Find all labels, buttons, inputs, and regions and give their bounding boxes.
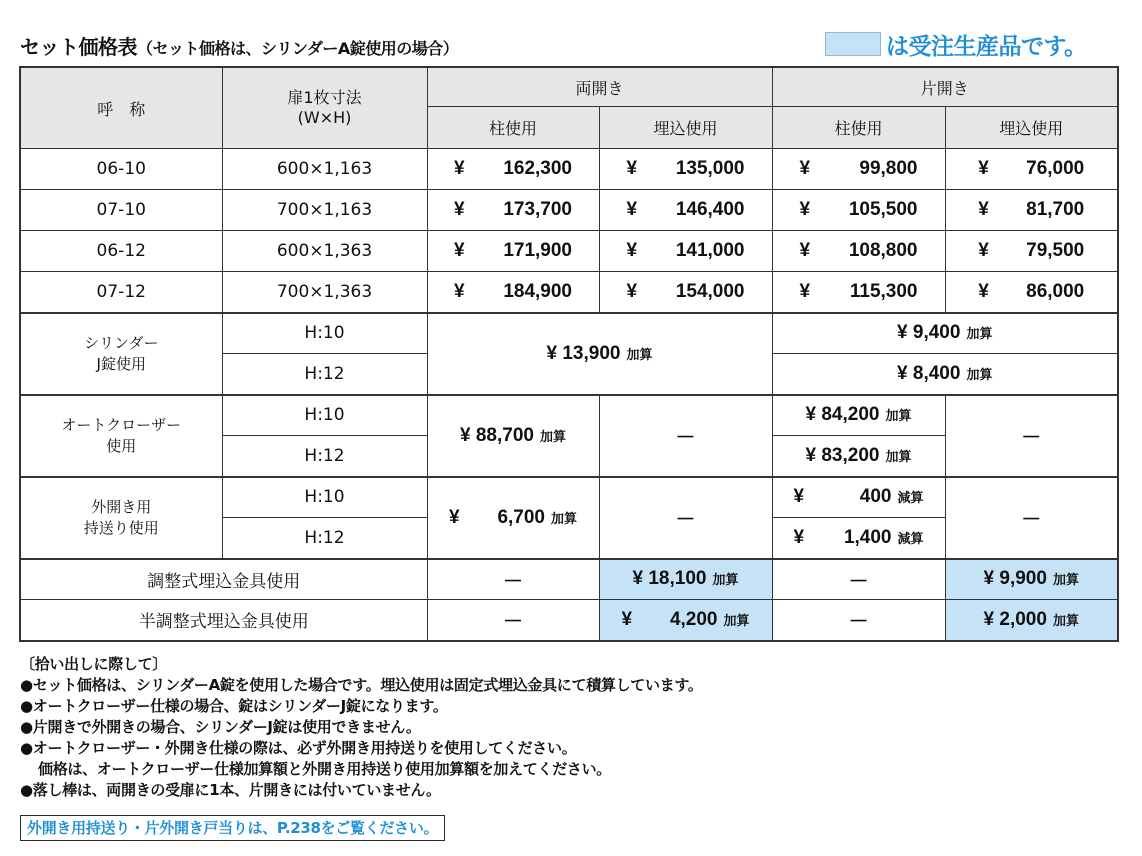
legend-text: は受注生産品です。	[886, 34, 1087, 60]
option-label-adjust: 調整式埋込金具使用	[20, 559, 427, 600]
model-name: 06-12	[20, 231, 222, 272]
price-cell: ¥ 86,000	[945, 272, 1118, 313]
dash-cell: －	[599, 395, 772, 477]
header-single-post: 柱使用	[772, 107, 945, 149]
table-row	[20, 231, 1118, 272]
option-price-cell: ¥ 88,700 加算	[427, 395, 599, 477]
reference-note: 外開き用持送り・片外開き戸当りは、P.238をご覧ください。	[20, 815, 445, 841]
option-label-semi-adjust: 半調整式埋込金具使用	[20, 600, 427, 641]
option-price-cell: ¥ 13,900 加算	[427, 313, 772, 395]
option-row-semi-adjust	[20, 600, 1118, 641]
note-item: 価格は、オートクローザー仕様加算額と外開き用持送り使用加算額を加えてください。	[38, 760, 612, 778]
option-price-cell: ¥ 400 減算	[772, 477, 945, 518]
height-h12: H:12	[222, 518, 427, 559]
option-price-cell-custom: ¥ 4,200 加算	[599, 600, 772, 641]
price-cell: ¥ 184,900	[427, 272, 599, 313]
option-price-cell-custom: ¥ 9,900 加算	[945, 559, 1118, 600]
table-row	[20, 272, 1118, 313]
note-item: ●落し棒は、両開きの受扉に1本、片開きには付いていません。	[20, 781, 441, 799]
option-row-cylinder	[20, 313, 1118, 354]
price-cell: ¥ 76,000	[945, 149, 1118, 190]
price-cell: ¥ 81,700	[945, 190, 1118, 231]
price-cell: ¥ 105,500	[772, 190, 945, 231]
dash-cell: －	[772, 600, 945, 641]
price-cell: ¥ 162,300	[427, 149, 599, 190]
dash-cell: －	[427, 559, 599, 600]
option-price-cell: ¥ 8,400 加算	[772, 354, 1118, 395]
option-row-outward	[20, 477, 1118, 518]
door-size: 600×1,363	[222, 231, 427, 272]
price-cell: ¥ 79,500	[945, 231, 1118, 272]
dash-cell: －	[945, 477, 1118, 559]
header-size: 扉1枚寸法 (W×H)	[222, 67, 427, 149]
header-single: 片開き	[772, 67, 1118, 107]
option-row-closer	[20, 395, 1118, 436]
option-row-adjust	[20, 559, 1118, 600]
header-double-post: 柱使用	[427, 107, 599, 149]
page-subtitle: （セット価格は、シリンダーA錠使用の場合）	[137, 39, 459, 58]
legend-swatch	[825, 32, 881, 56]
dash-cell: －	[599, 477, 772, 559]
title-row	[20, 31, 1120, 61]
page-title: セット価格表（セット価格は、シリンダーA錠使用の場合）	[20, 35, 459, 59]
door-size: 700×1,363	[222, 272, 427, 313]
height-h12: H:12	[222, 436, 427, 477]
dash-cell: －	[945, 395, 1118, 477]
height-h10: H:10	[222, 395, 427, 436]
model-name: 06-10	[20, 149, 222, 190]
notes-heading: 〔拾い出しに際して〕	[20, 655, 168, 673]
option-label-cylinder: シリンダー J錠使用	[20, 313, 222, 395]
option-price-cell: ¥ 1,400 減算	[772, 518, 945, 559]
price-cell: ¥ 146,400	[599, 190, 772, 231]
price-cell: ¥ 154,000	[599, 272, 772, 313]
option-price-cell: ¥ 84,200 加算	[772, 395, 945, 436]
price-cell: ¥ 99,800	[772, 149, 945, 190]
header-single-embed: 埋込使用	[945, 107, 1118, 149]
model-name: 07-12	[20, 272, 222, 313]
note-item: ●セット価格は、シリンダーA錠を使用した場合です。埋込使用は固定式埋込金具にて積算しています。	[20, 676, 703, 694]
model-name: 07-10	[20, 190, 222, 231]
price-table	[19, 66, 1119, 642]
height-h12: H:12	[222, 354, 427, 395]
option-price-cell: ¥ 6,700 加算	[427, 477, 599, 559]
header-double-embed: 埋込使用	[599, 107, 772, 149]
option-price-cell-custom: ¥ 18,100 加算	[599, 559, 772, 600]
note-item: ●オートクローザー仕様の場合、錠はシリンダーJ錠になります。	[20, 697, 448, 715]
option-price-cell-custom: ¥ 2,000 加算	[945, 600, 1118, 641]
price-cell: ¥ 171,900	[427, 231, 599, 272]
price-cell: ¥ 173,700	[427, 190, 599, 231]
height-h10: H:10	[222, 313, 427, 354]
note-item: ●片開きで外開きの場合、シリンダーJ錠は使用できません。	[20, 718, 421, 736]
dash-cell: －	[427, 600, 599, 641]
price-cell: ¥ 141,000	[599, 231, 772, 272]
option-label-closer: オートクローザー 使用	[20, 395, 222, 477]
header-double: 両開き	[427, 67, 772, 107]
height-h10: H:10	[222, 477, 427, 518]
header-name: 呼 称	[20, 67, 222, 149]
door-size: 600×1,163	[222, 149, 427, 190]
option-price-cell: ¥ 9,400 加算	[772, 313, 1118, 354]
price-cell: ¥ 135,000	[599, 149, 772, 190]
price-cell: ¥ 115,300	[772, 272, 945, 313]
option-label-outward: 外開き用 持送り使用	[20, 477, 222, 559]
price-cell: ¥ 108,800	[772, 231, 945, 272]
table-row	[20, 149, 1118, 190]
door-size: 700×1,163	[222, 190, 427, 231]
option-price-cell: ¥ 83,200 加算	[772, 436, 945, 477]
note-item: ●オートクローザー・外開き仕様の際は、必ず外開き用持送りを使用してください。	[20, 739, 577, 757]
table-row	[20, 190, 1118, 231]
notes	[20, 654, 703, 801]
dash-cell: －	[772, 559, 945, 600]
